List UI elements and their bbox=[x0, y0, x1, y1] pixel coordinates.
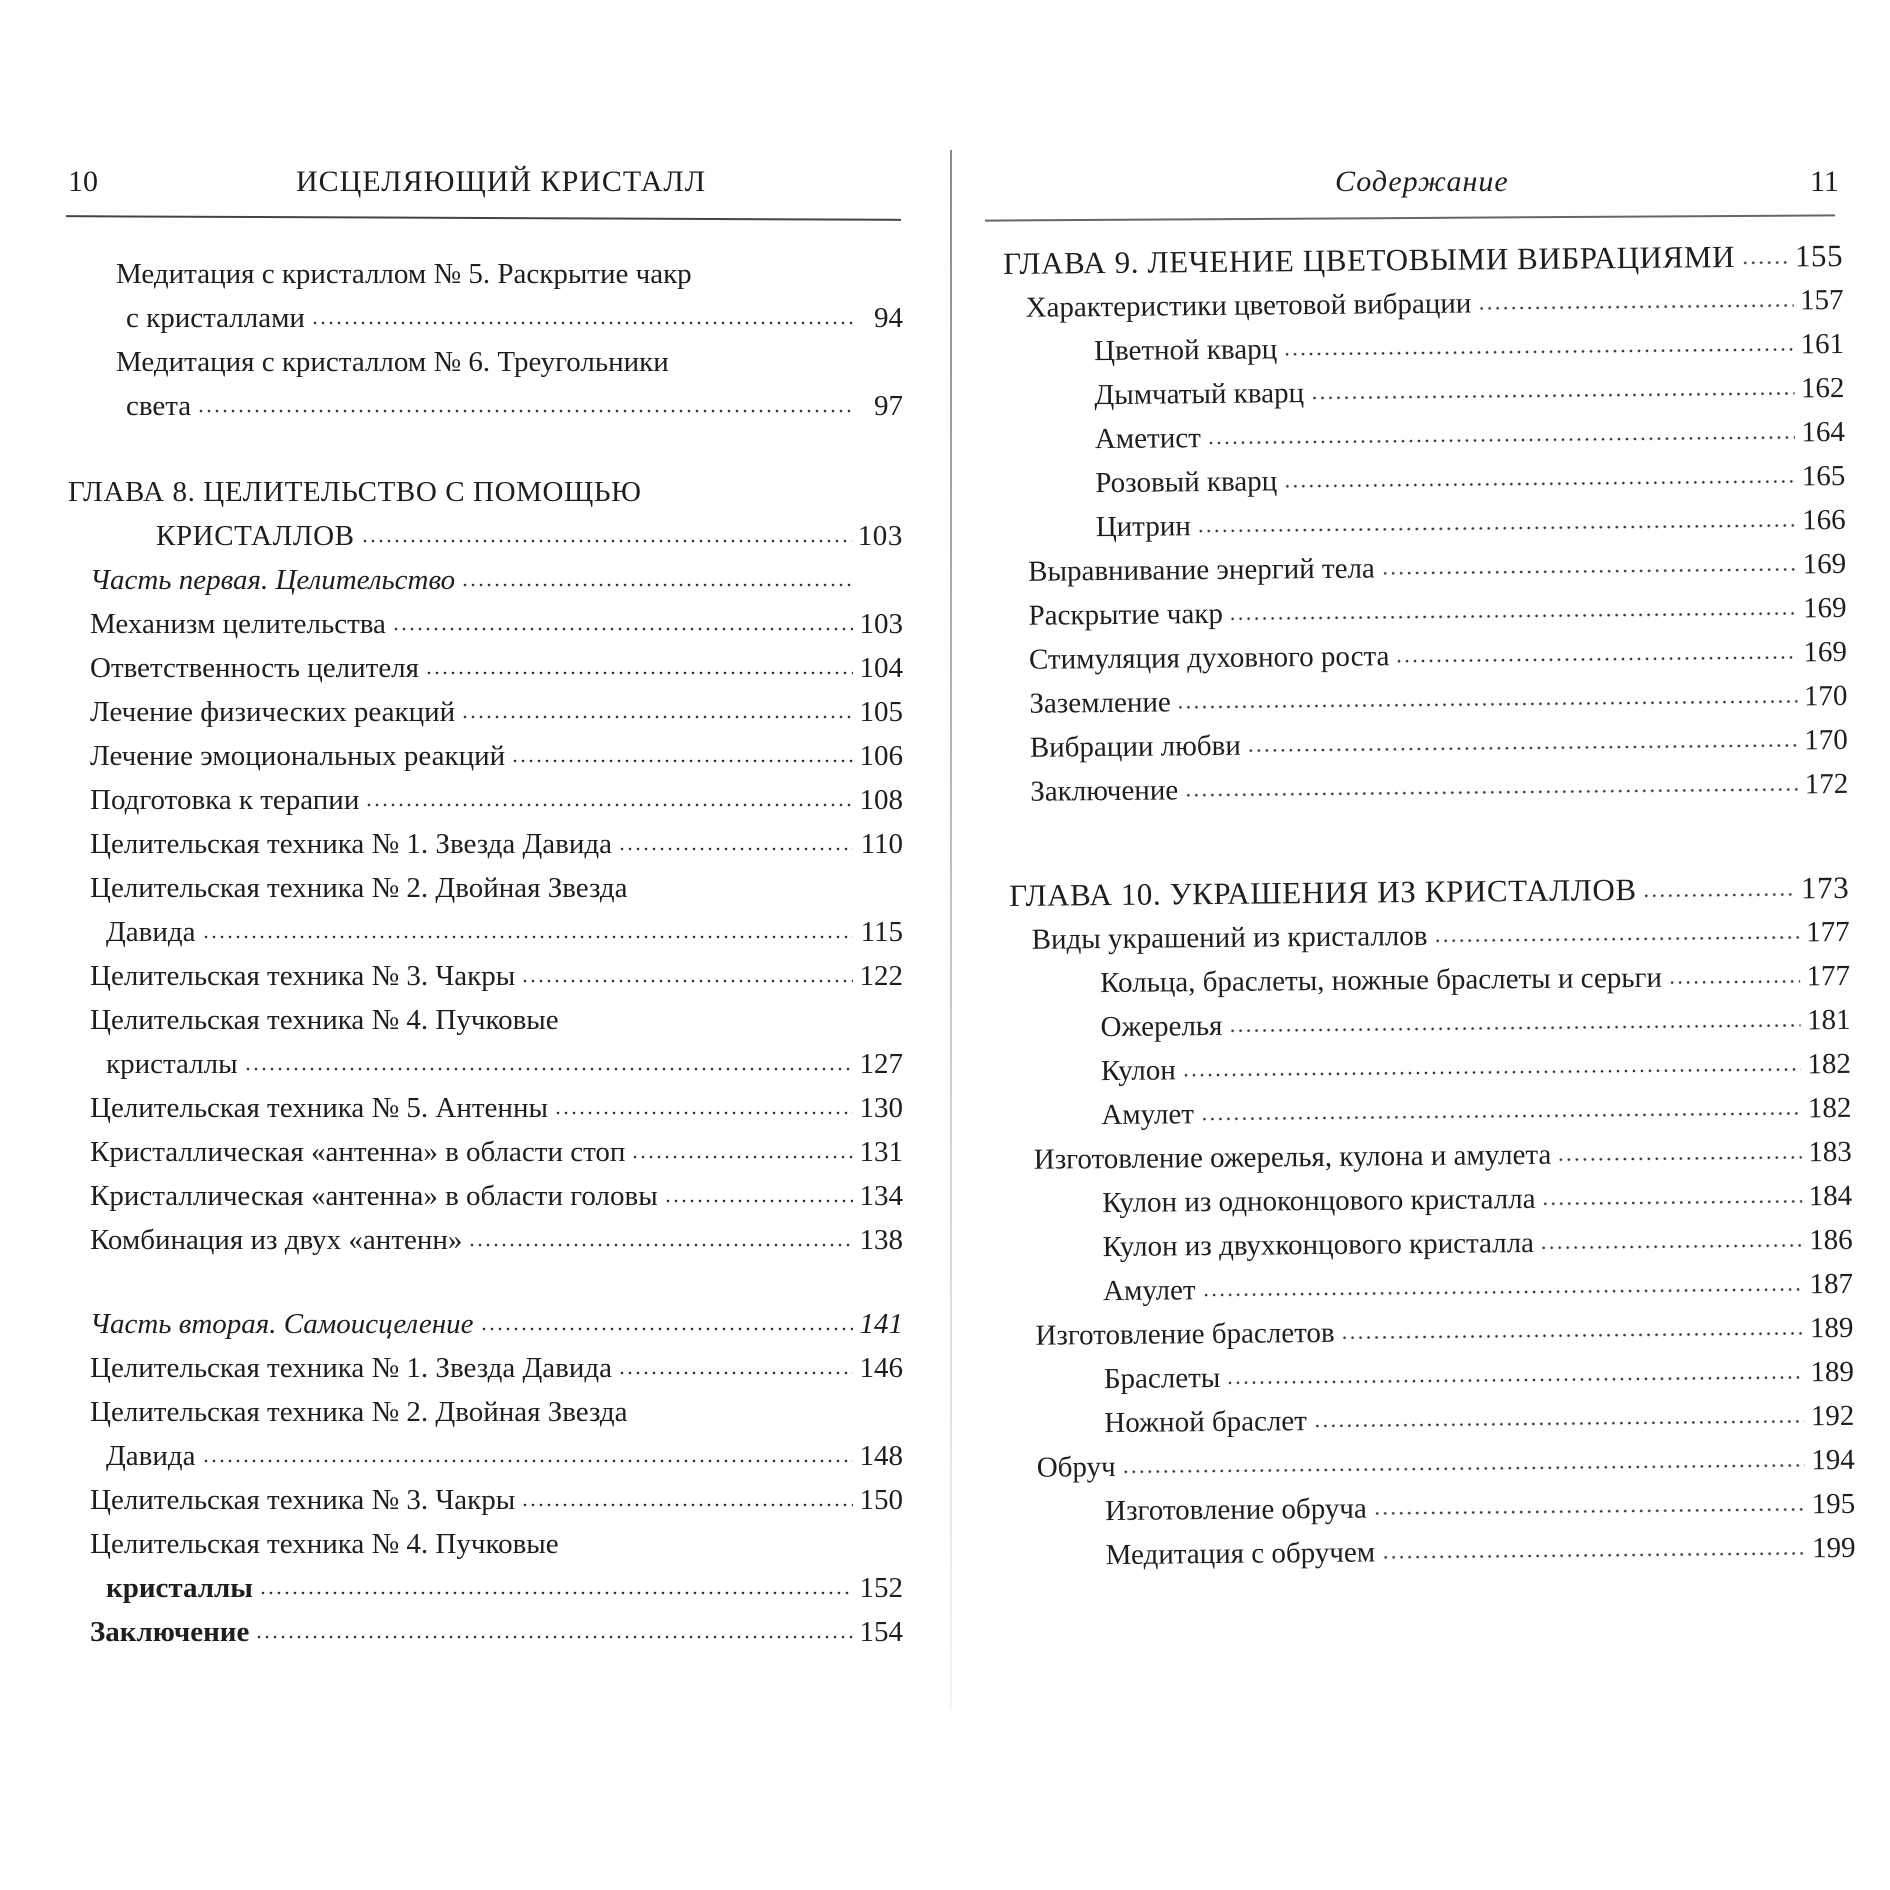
entry-page: 177 bbox=[1806, 915, 1850, 949]
entry-title: Изготовление обруча bbox=[1105, 1492, 1367, 1528]
entry-page: 103 bbox=[859, 608, 903, 640]
toc-entry[interactable] bbox=[68, 778, 903, 822]
entry-title: Подготовка к терапии bbox=[90, 784, 360, 816]
dot-leader bbox=[461, 561, 853, 589]
entry-page: 182 bbox=[1807, 1091, 1852, 1125]
entry-page: 106 bbox=[859, 740, 903, 772]
entry-title: Заключение bbox=[1030, 774, 1179, 808]
entry-title: Давида bbox=[106, 916, 196, 948]
toc-entry[interactable] bbox=[1015, 1526, 1855, 1578]
dot-leader bbox=[425, 649, 853, 677]
entry-page: 148 bbox=[859, 1440, 903, 1472]
chapter-title: ГЛАВА 8. ЦЕЛИТЕЛЬСТВО С ПОМОЩЬЮ bbox=[68, 476, 642, 508]
dot-leader bbox=[1228, 1001, 1800, 1034]
chapter-title: ГЛАВА 9. ЛЕЧЕНИЕ ЦВЕТОВЫМИ ВИБРАЦИЯМИ bbox=[1003, 238, 1736, 281]
dot-leader bbox=[1229, 589, 1797, 622]
toc-right bbox=[1003, 234, 1856, 1578]
entry-page: 187 bbox=[1809, 1267, 1854, 1301]
dot-leader bbox=[480, 1305, 853, 1333]
entry-title: Изготовление ожерелья, кулона и амулета bbox=[1033, 1138, 1552, 1176]
right-page bbox=[975, 0, 1890, 1890]
toc-entry[interactable] bbox=[68, 1346, 903, 1390]
entry-page: 170 bbox=[1803, 679, 1848, 713]
chapter-title: КРИСТАЛЛОВ bbox=[156, 520, 355, 552]
dot-leader bbox=[365, 781, 853, 809]
dot-leader bbox=[511, 737, 853, 765]
toc-entry[interactable] bbox=[68, 1390, 903, 1478]
entry-page: 195 bbox=[1811, 1487, 1856, 1521]
entry-page: 97 bbox=[874, 390, 903, 422]
entry-page: 192 bbox=[1810, 1399, 1855, 1433]
dot-leader bbox=[1182, 1045, 1801, 1079]
dot-leader bbox=[618, 1349, 853, 1377]
entry-title: Кристаллическая «антенна» в области стоп bbox=[90, 1136, 626, 1168]
entry-page: 162 bbox=[1800, 371, 1845, 405]
entry-page: 134 bbox=[859, 1180, 903, 1212]
entry-title: Раскрытие чакр bbox=[1028, 597, 1224, 632]
toc-entry[interactable] bbox=[68, 1130, 903, 1174]
entry-page: 161 bbox=[1800, 327, 1845, 361]
part-title: Часть первая. Целительство bbox=[90, 564, 456, 596]
entry-page: 182 bbox=[1807, 1047, 1852, 1081]
entry-title: Ножной браслет bbox=[1104, 1405, 1308, 1440]
toc-entry[interactable] bbox=[68, 1522, 903, 1610]
entry-page: 115 bbox=[860, 916, 903, 948]
entry-title: с кристаллами bbox=[126, 302, 305, 334]
dot-leader bbox=[1373, 1485, 1806, 1517]
entry-title: Кулон bbox=[1100, 1054, 1177, 1088]
entry-title: Целительская техника № 1. Звезда Давида bbox=[90, 1352, 612, 1384]
entry-title: Вибрации любви bbox=[1029, 729, 1241, 764]
dot-leader bbox=[1668, 957, 1800, 986]
dot-leader bbox=[1381, 545, 1797, 577]
entry-page: 127 bbox=[859, 1048, 903, 1080]
entry-page: 169 bbox=[1802, 547, 1847, 581]
entry-page: 165 bbox=[1801, 459, 1846, 493]
dot-leader bbox=[259, 1569, 853, 1597]
dot-leader bbox=[1283, 325, 1794, 358]
dot-leader bbox=[554, 1089, 853, 1117]
entry-title: Целительская техника № 4. Пучковые bbox=[90, 1004, 559, 1036]
part-heading[interactable] bbox=[68, 558, 903, 602]
entry-page: 186 bbox=[1808, 1223, 1853, 1257]
running-head: ИСЦЕЛЯЮЩИЙ КРИСТАЛЛ bbox=[296, 165, 707, 198]
entry-title: Лечение физических реакций bbox=[90, 696, 456, 728]
dot-leader bbox=[631, 1133, 853, 1161]
toc-entry[interactable] bbox=[68, 1174, 903, 1218]
entry-title: Механизм целительства bbox=[90, 608, 386, 640]
toc-entry[interactable] bbox=[68, 602, 903, 646]
dot-leader bbox=[1184, 765, 1798, 799]
entry-title: Дымчатый кварц bbox=[1094, 377, 1305, 412]
dot-leader bbox=[1433, 913, 1799, 945]
entry-page: 150 bbox=[859, 1484, 903, 1516]
entry-title: Изготовление браслетов bbox=[1035, 1316, 1335, 1352]
dot-leader bbox=[1540, 1221, 1803, 1252]
toc-entry[interactable] bbox=[68, 1218, 903, 1262]
entry-page: 189 bbox=[1810, 1355, 1855, 1389]
entry-title: света bbox=[126, 390, 192, 422]
entry-title: Целительская техника № 3. Чакры bbox=[90, 1484, 516, 1516]
entry-title: Кулон из двухконцового кристалла bbox=[1102, 1226, 1535, 1264]
entry-title: Амулет bbox=[1102, 1274, 1196, 1308]
dot-leader bbox=[1121, 1441, 1804, 1476]
left-page bbox=[0, 0, 940, 1890]
entry-page: 173 bbox=[1800, 869, 1850, 906]
dot-leader bbox=[1177, 677, 1798, 711]
dot-leader bbox=[1340, 1309, 1803, 1341]
entry-page: 169 bbox=[1803, 635, 1848, 669]
part-title: Часть вторая. Самоисцеление bbox=[90, 1308, 474, 1340]
entry-page: 155 bbox=[1794, 237, 1844, 274]
entry-title: Амулет bbox=[1101, 1098, 1195, 1132]
toc-entry[interactable] bbox=[68, 252, 903, 340]
toc-entry[interactable] bbox=[68, 340, 903, 428]
dot-leader bbox=[1395, 633, 1797, 665]
entry-title: Комбинация из двух «антенн» bbox=[90, 1224, 463, 1256]
dot-leader bbox=[1741, 238, 1789, 266]
entry-title: Розовый кварц bbox=[1095, 465, 1278, 500]
entry-page: 154 bbox=[859, 1616, 903, 1648]
entry-page: 141 bbox=[859, 1308, 903, 1340]
entry-title: Стимуляция духовного роста bbox=[1028, 640, 1390, 676]
toc-entry[interactable] bbox=[1008, 762, 1848, 814]
entry-page: 199 bbox=[1811, 1531, 1856, 1565]
entry-title: Характеристики цветовой вибрации bbox=[1025, 287, 1472, 324]
dot-leader bbox=[1642, 870, 1795, 899]
entry-title: Цитрин bbox=[1095, 510, 1191, 544]
entry-page: 164 bbox=[1801, 415, 1846, 449]
dot-leader bbox=[468, 1221, 853, 1249]
entry-page: 194 bbox=[1811, 1443, 1855, 1477]
entry-title: Кулон из одноконцового кристалла bbox=[1102, 1182, 1536, 1220]
entry-title: Целительская техника № 5. Антенны bbox=[90, 1092, 548, 1124]
dot-leader bbox=[1197, 501, 1796, 535]
toc-entry[interactable] bbox=[68, 734, 903, 778]
dot-leader bbox=[1477, 281, 1794, 312]
entry-page: 131 bbox=[859, 1136, 903, 1168]
dot-leader bbox=[311, 299, 853, 327]
entry-page: 169 bbox=[1802, 591, 1847, 625]
dot-leader bbox=[1226, 1353, 1804, 1387]
page-number: 11 bbox=[1810, 165, 1839, 198]
header-rule bbox=[66, 215, 901, 221]
toc-entry[interactable] bbox=[68, 1478, 903, 1522]
dot-leader bbox=[1541, 1177, 1802, 1208]
dot-leader bbox=[1201, 1265, 1803, 1299]
entry-page: 189 bbox=[1809, 1311, 1854, 1345]
chapter-title: ГЛАВА 10. УКРАШЕНИЯ ИЗ КРИСТАЛЛОВ bbox=[1009, 871, 1637, 913]
page-number: 10 bbox=[68, 165, 98, 198]
dot-leader bbox=[197, 387, 853, 415]
entry-title: Ожерелья bbox=[1100, 1009, 1223, 1044]
entry-page: 184 bbox=[1808, 1179, 1853, 1213]
dot-leader bbox=[521, 1481, 853, 1509]
entry-title: Виды украшений из кристаллов bbox=[1031, 919, 1428, 956]
entry-page: 130 bbox=[859, 1092, 903, 1124]
entry-title: Лечение эмоциональных реакций bbox=[90, 740, 506, 772]
dot-leader bbox=[1310, 369, 1795, 402]
toc-entry[interactable] bbox=[68, 1610, 903, 1654]
dot-leader bbox=[361, 517, 852, 545]
entry-page: 108 bbox=[859, 784, 903, 816]
entry-page: 177 bbox=[1806, 959, 1851, 993]
entry-page: 103 bbox=[857, 520, 903, 552]
entry-page: 181 bbox=[1806, 1003, 1851, 1037]
toc-left bbox=[68, 252, 903, 1654]
running-head: Содержание bbox=[1335, 165, 1509, 198]
toc-entry[interactable] bbox=[68, 866, 903, 954]
dot-leader bbox=[202, 913, 854, 941]
entry-title: Целительская техника № 2. Двойная Звезда bbox=[90, 1396, 628, 1428]
entry-page: 138 bbox=[859, 1224, 903, 1256]
entry-title: Медитация с кристаллом № 5. Раскрытие чакр bbox=[116, 258, 692, 290]
dot-leader bbox=[1283, 457, 1795, 490]
entry-page: 183 bbox=[1808, 1135, 1852, 1169]
entry-page: 122 bbox=[859, 960, 903, 992]
entry-title: Целительская техника № 2. Двойная Звезда bbox=[90, 872, 628, 904]
dot-leader bbox=[244, 1045, 853, 1073]
entry-title: Заземление bbox=[1029, 686, 1171, 720]
entry-title: Браслеты bbox=[1103, 1361, 1221, 1396]
entry-title: Целительская техника № 1. Звезда Давида bbox=[90, 828, 612, 860]
dot-leader bbox=[1313, 1397, 1805, 1430]
dot-leader bbox=[1247, 721, 1798, 754]
entry-title: Медитация с кристаллом № 6. Треугольники bbox=[116, 346, 669, 378]
book-gutter bbox=[950, 150, 952, 1710]
entry-page: 170 bbox=[1804, 723, 1848, 757]
entry-page: 166 bbox=[1802, 503, 1846, 537]
entry-page: 110 bbox=[860, 828, 903, 860]
entry-title: Ответственность целителя bbox=[90, 652, 419, 684]
dot-leader bbox=[461, 693, 853, 721]
dot-leader bbox=[1557, 1133, 1802, 1163]
dot-leader bbox=[1207, 413, 1795, 447]
entry-page: 94 bbox=[874, 302, 903, 334]
entry-page: 104 bbox=[859, 652, 903, 684]
entry-title: Цветной кварц bbox=[1093, 333, 1278, 368]
toc-entry[interactable] bbox=[68, 954, 903, 998]
chapter-entry[interactable] bbox=[1003, 234, 1843, 286]
chapter-entry[interactable] bbox=[68, 470, 903, 558]
entry-title: кристаллы bbox=[106, 1048, 238, 1080]
entry-title: Выравнивание энергий тела bbox=[1028, 552, 1375, 588]
dot-leader bbox=[618, 825, 853, 853]
toc-entry[interactable] bbox=[68, 690, 903, 734]
entry-title: Медитация с обручем bbox=[1105, 1536, 1376, 1572]
toc-entry[interactable] bbox=[68, 998, 903, 1086]
entry-title: Кристаллическая «антенна» в области головы bbox=[90, 1180, 658, 1212]
dot-leader bbox=[1200, 1089, 1802, 1123]
part-heading[interactable] bbox=[68, 1302, 903, 1346]
entry-page: 105 bbox=[859, 696, 903, 728]
header-rule bbox=[985, 214, 1835, 221]
entry-title: Заключение bbox=[90, 1616, 250, 1648]
entry-title: Аметист bbox=[1094, 422, 1201, 456]
dot-leader bbox=[1381, 1529, 1806, 1561]
entry-title: Обруч bbox=[1036, 1450, 1116, 1484]
entry-title: Целительская техника № 4. Пучковые bbox=[90, 1528, 559, 1560]
toc-entry[interactable] bbox=[68, 1086, 903, 1130]
dot-leader bbox=[202, 1437, 854, 1465]
entry-page: 157 bbox=[1799, 283, 1844, 317]
toc-entry[interactable] bbox=[68, 646, 903, 690]
entry-title: Целительская техника № 3. Чакры bbox=[90, 960, 516, 992]
entry-page: 146 bbox=[859, 1352, 903, 1384]
dot-leader bbox=[255, 1613, 853, 1641]
dot-leader bbox=[664, 1177, 853, 1205]
dot-leader bbox=[392, 605, 853, 633]
toc-entry[interactable] bbox=[68, 822, 903, 866]
entry-page: 152 bbox=[859, 1572, 903, 1604]
entry-page: 172 bbox=[1804, 767, 1849, 801]
entry-title: кристаллы bbox=[106, 1572, 253, 1604]
entry-title: Кольца, браслеты, ножные браслеты и серьги bbox=[1099, 961, 1663, 1000]
entry-title: Давида bbox=[106, 1440, 196, 1472]
dot-leader bbox=[521, 957, 853, 985]
